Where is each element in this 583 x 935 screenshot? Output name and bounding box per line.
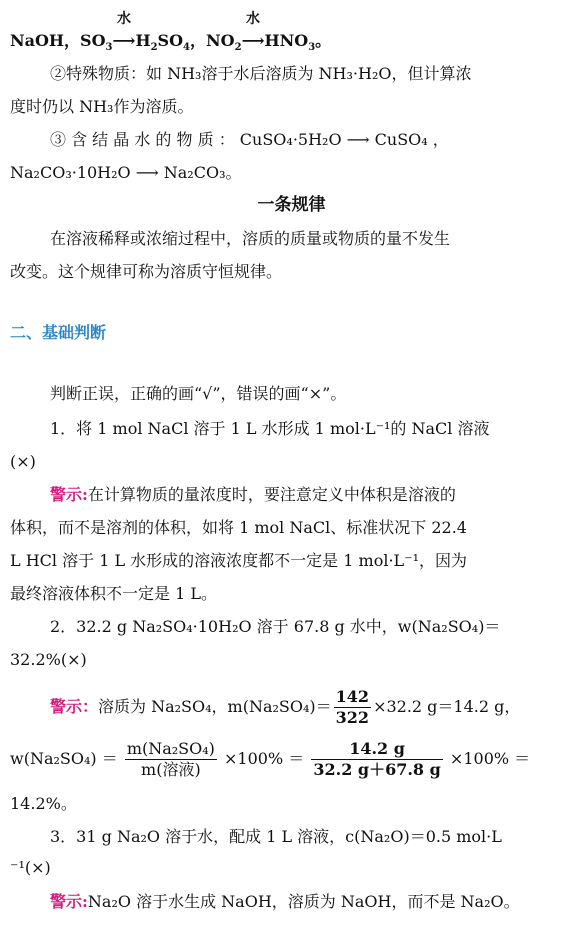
question-1-answer: (×) — [10, 452, 36, 471]
question-1: 1．将 1 mol NaCl 溶于 1 L 水形成 1 mol·L⁻¹的 NaCl 溶液 — [50, 419, 490, 438]
product-text: H — [135, 31, 151, 50]
arrow-water-1: 水 ⟶ — [113, 30, 136, 52]
arrow-water-2: 水 ⟶ — [242, 30, 265, 52]
formula-text: ×100% ＝ — [449, 749, 531, 768]
rule-title: 一条规律 — [257, 195, 326, 215]
warning-1-cont: L HCl 溶于 1 L 水形成的溶液浓度都不一定是 1 mol·L⁻¹，因为 — [10, 551, 468, 570]
warning-text: ×32.2 g＝14.2 g， — [373, 697, 521, 716]
product-text: HNO — [264, 31, 309, 50]
reactant-text: ，NO — [190, 31, 235, 50]
warning-1-cont: 体积，而不是溶剂的体积，如将 1 mol NaCl、标准状况下 22.4 — [10, 518, 467, 537]
warning-text: 在计算物质的量浓度时，要注意定义中体积是溶液的 — [87, 485, 456, 504]
arrow-label: 水 — [116, 11, 131, 27]
fraction — [125, 739, 217, 780]
subscript: 2 — [150, 42, 158, 54]
crystal-water-line-cont: Na₂CO₃·10H₂O ⟶ Na₂CO₃。 — [10, 163, 242, 182]
question-3: 3．31 g Na₂O 溶于水，配成 1 L 溶液，c(Na₂O)＝0.5 mol·L — [50, 827, 502, 846]
arrow-label: 水 — [246, 11, 261, 27]
fraction-numerator: 14.2 g — [311, 739, 442, 760]
reactant-text: NaOH，SO — [10, 31, 106, 50]
question-2: 2．32.2 g Na₂SO₄·10H₂O 溶于 67.8 g 水中，w(Na₂SO₄)＝ — [50, 617, 501, 636]
fraction — [311, 739, 442, 780]
crystal-water-line: ③ 含 结 晶 水 的 物 质 ： CuSO₄·5H₂O ⟶ CuSO₄ ， — [50, 130, 449, 149]
warning-2-formula — [10, 736, 530, 782]
subscript: 3 — [105, 42, 113, 54]
special-substance-line: ②特殊物质：如 NH₃溶于水后溶质为 NH₃·H₂O，但计算浓 — [50, 64, 472, 83]
fraction-denominator: 322 — [335, 708, 370, 727]
warning-2 — [50, 684, 520, 730]
warning-1-cont: 最终溶液体积不一定是 1 L。 — [10, 584, 217, 603]
subscript: 2 — [234, 42, 242, 54]
section-heading: 二、基础判断 — [10, 323, 107, 342]
warning-label: 警示： — [50, 697, 99, 716]
warning-1 — [50, 484, 456, 506]
subscript: 3 — [308, 42, 316, 54]
warning-label: 警示: — [50, 485, 88, 504]
subscript: 4 — [183, 42, 191, 54]
product-text: SO — [157, 31, 184, 50]
question-2-answer: 32.2%(×) — [10, 650, 87, 669]
warning-3 — [50, 891, 520, 913]
warning-2-cont: 14.2%。 — [10, 794, 77, 813]
reaction-line — [10, 11, 332, 59]
warning-text: Na₂O 溶于水生成 NaOH，溶质为 NaOH，而不是 Na₂O。 — [87, 892, 520, 911]
fraction-numerator: m(Na₂SO₄) — [126, 739, 215, 758]
rule-text-cont: 改变。这个规律可称为溶质守恒规律。 — [10, 262, 283, 281]
formula-text: ×100% ＝ — [224, 749, 305, 768]
formula-text: w(Na₂SO₄) ＝ — [10, 749, 118, 768]
punct: 。 — [315, 31, 332, 50]
fraction-denominator: m(溶液) — [141, 760, 201, 779]
question-3-answer: ⁻¹(×) — [10, 858, 51, 877]
warning-label: 警示: — [50, 892, 88, 911]
rule-text: 在溶液稀释或浓缩过程中，溶质的质量或物质的量不发生 — [50, 229, 451, 248]
special-substance-line-cont: 度时仍以 NH₃作为溶质。 — [10, 97, 194, 116]
fraction — [334, 687, 371, 728]
fraction-numerator: 142 — [335, 687, 370, 706]
fraction-denominator: 32.2 g＋67.8 g — [313, 760, 441, 779]
warning-text: 溶质为 Na₂SO₄，m(Na₂SO₄)＝ — [98, 697, 332, 716]
instruction-text: 判断正误，正确的画“√”，错误的画“×”。 — [50, 384, 347, 403]
